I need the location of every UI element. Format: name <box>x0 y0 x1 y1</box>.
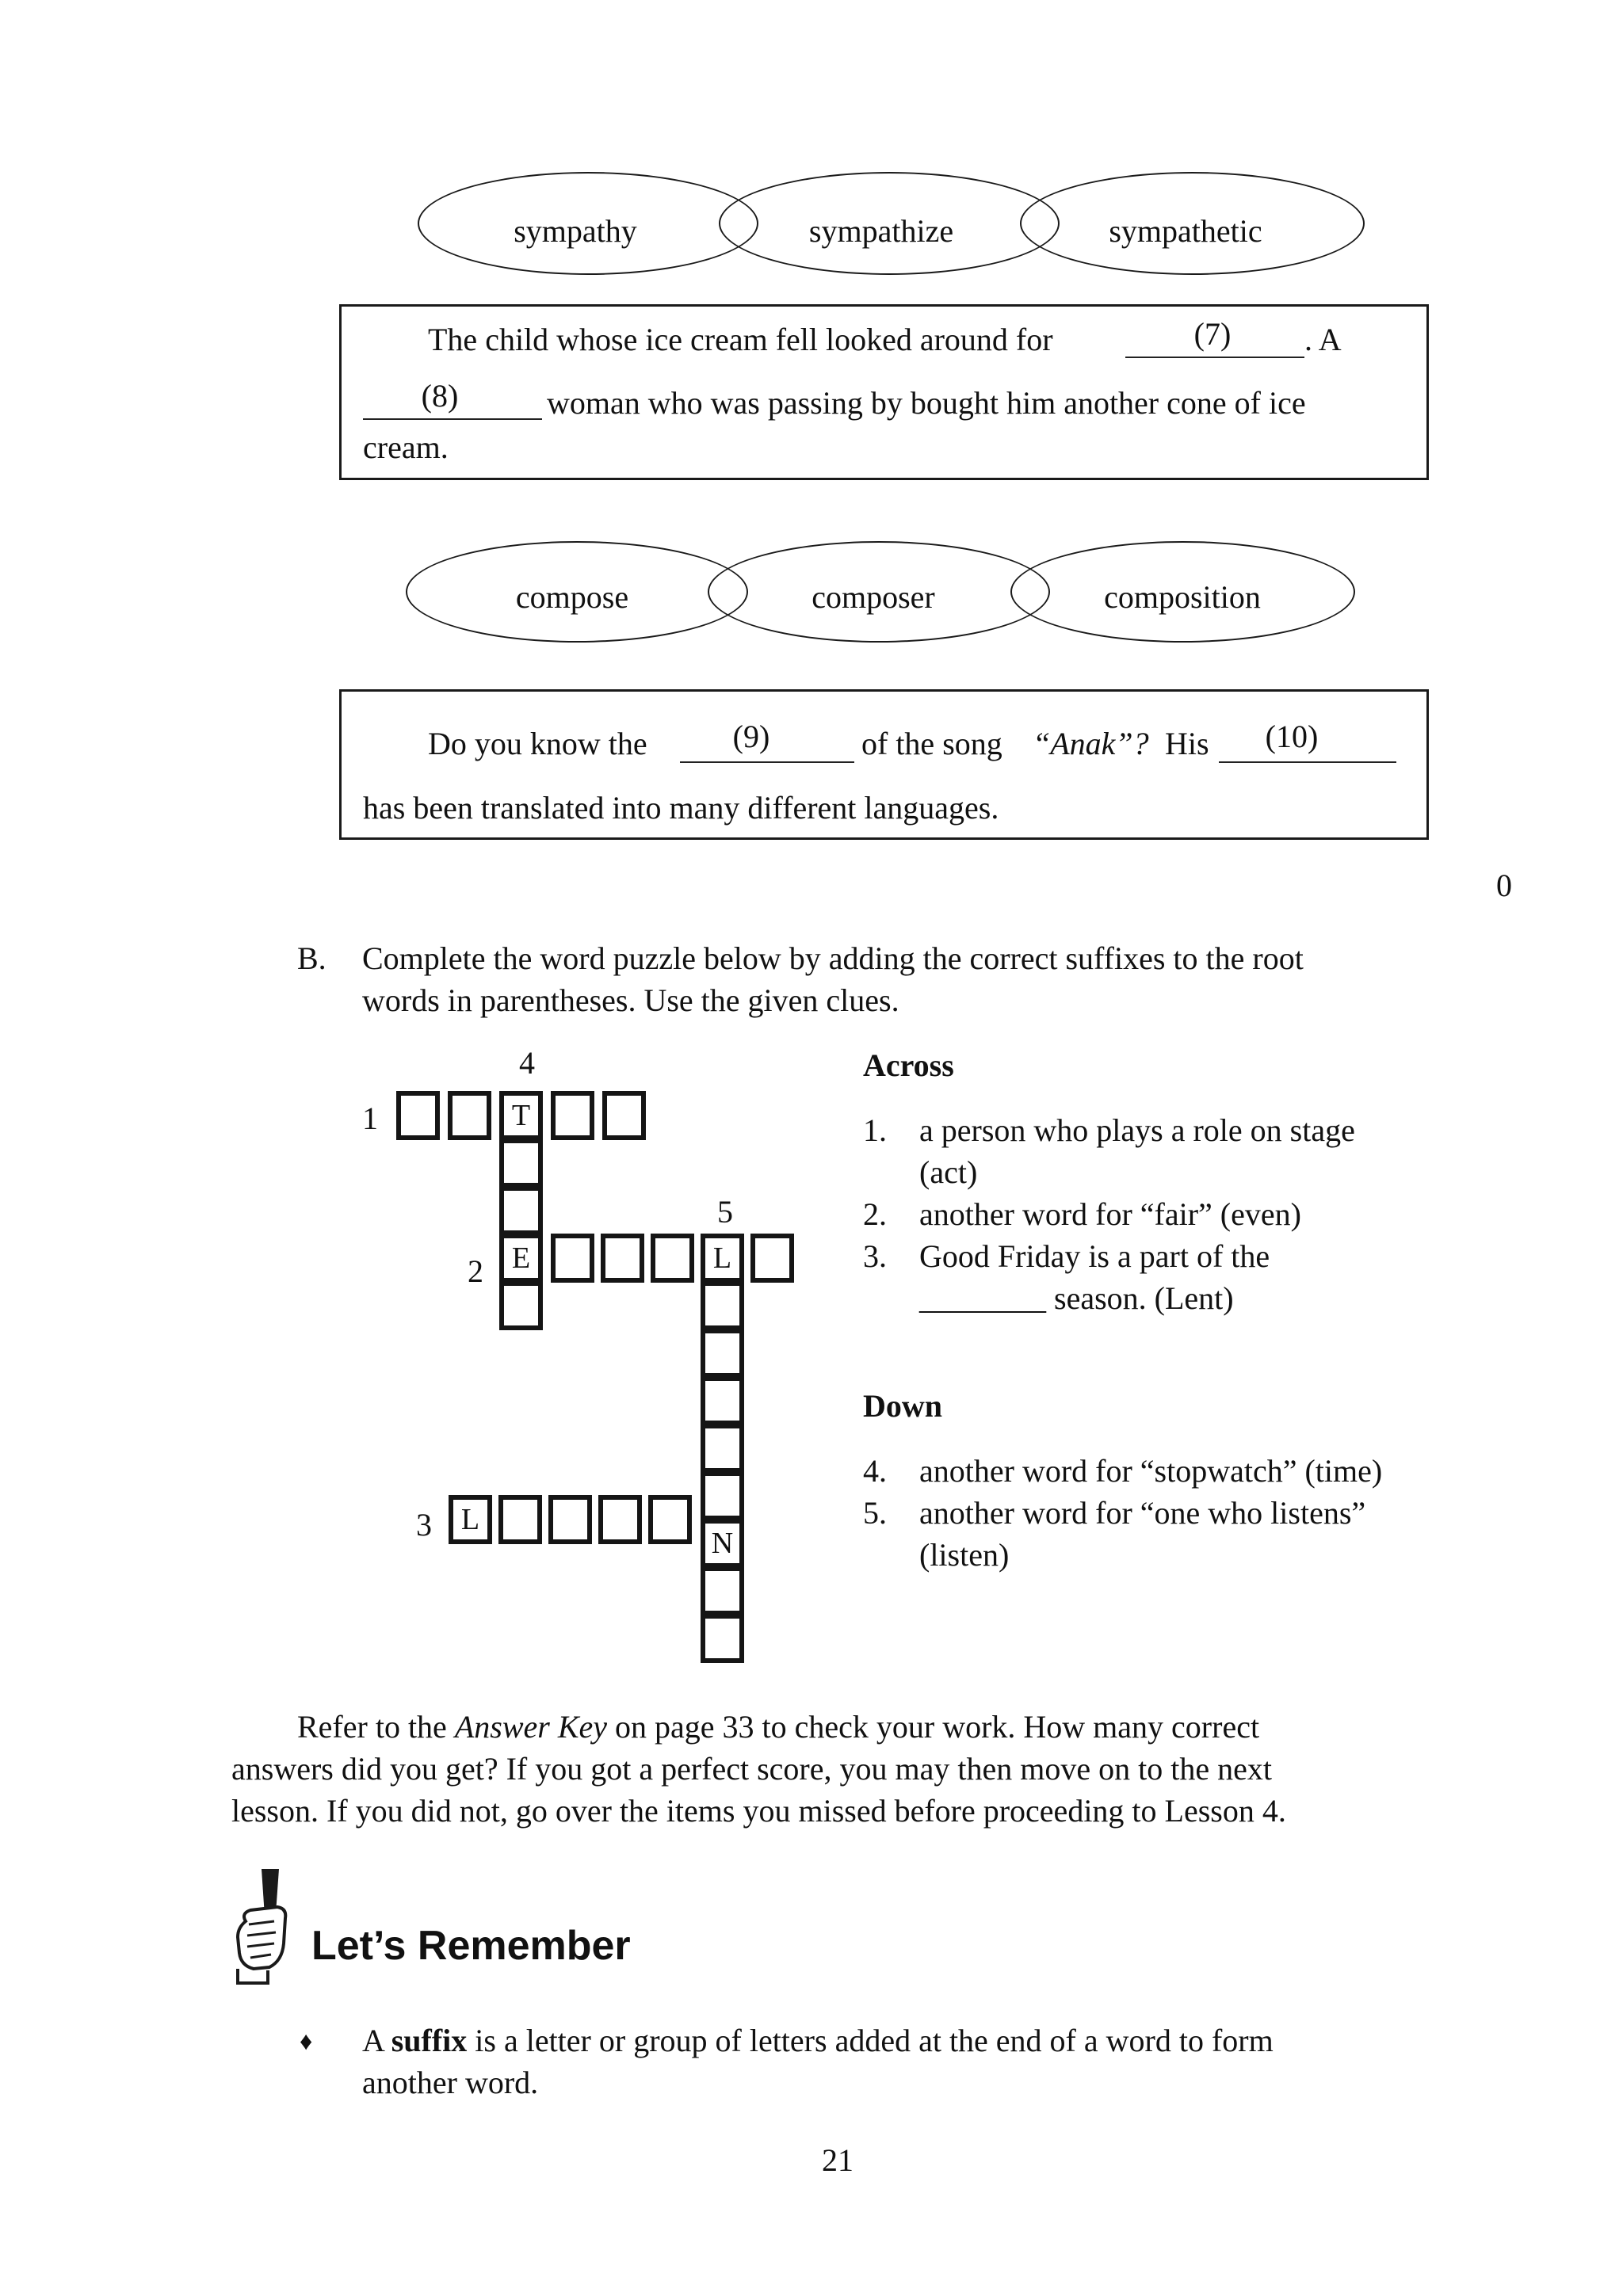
clue-number: 5. <box>863 1495 887 1531</box>
crossword-cell[interactable] <box>701 1614 744 1663</box>
crossword-cell[interactable] <box>701 1376 744 1425</box>
given-letter: N <box>711 1527 734 1560</box>
sentence-text: His <box>1165 726 1209 761</box>
crossword-cell[interactable] <box>551 1234 594 1283</box>
crossword-cell[interactable] <box>396 1091 440 1140</box>
word-option: composition <box>1104 579 1261 615</box>
clue-text: a person who plays a role on stage <box>919 1112 1355 1148</box>
crossword-cell[interactable] <box>499 1234 543 1283</box>
answer-blank-7[interactable] <box>1125 357 1304 358</box>
clue-text: another word for “fair” (even) <box>919 1196 1301 1232</box>
section-letter: B. <box>297 940 327 976</box>
answer-blank-9[interactable] <box>680 761 854 763</box>
instruction-text: Complete the word puzzle below by adding the correct suffixes to the root <box>362 940 1304 976</box>
crossword-cell[interactable] <box>648 1495 692 1544</box>
clue-number-label: 1 <box>362 1100 378 1136</box>
blank-number: (9) <box>732 719 770 754</box>
clue-text: Good Friday is a part of the <box>919 1238 1270 1274</box>
clue-number-label: 3 <box>416 1507 432 1543</box>
blank-number: (8) <box>421 378 459 414</box>
crossword-cell[interactable] <box>701 1234 744 1283</box>
crossword-cell[interactable] <box>701 1471 744 1520</box>
clue-text: another word for “stopwatch” (time) <box>919 1453 1383 1489</box>
pointing-hand-icon <box>230 1866 293 1985</box>
crossword-cell[interactable] <box>602 1091 646 1140</box>
clue-text: ________ season. (Lent) <box>919 1280 1234 1316</box>
word-option: sympathize <box>808 213 954 249</box>
crossword-cell[interactable] <box>701 1519 744 1568</box>
clue-number-label: 2 <box>468 1253 483 1289</box>
crossword-cell[interactable] <box>499 1091 543 1140</box>
sentence-text: woman who was passing by bought him another cone of ice <box>547 385 1306 421</box>
paragraph-line <box>297 1711 1259 1743</box>
clue-number: 1. <box>863 1112 887 1148</box>
sentence-text: has been translated into many different languages. <box>363 790 999 826</box>
clue-text: (listen) <box>919 1537 1010 1573</box>
given-letter: L <box>460 1503 480 1536</box>
crossword-cell[interactable] <box>601 1234 644 1283</box>
bullet-text <box>362 2025 1274 2057</box>
blank-number: (10) <box>1265 719 1319 754</box>
clue-text: another word for “one who listens” <box>919 1495 1366 1531</box>
crossword-cell[interactable] <box>498 1495 542 1544</box>
crossword-cell[interactable] <box>701 1281 744 1330</box>
crossword-cell[interactable] <box>448 1091 491 1140</box>
clue-number: 3. <box>863 1238 887 1274</box>
answer-blank-10[interactable] <box>1219 761 1396 763</box>
paragraph-line: lesson. If you did not, go over the items you missed before proceeding to Lesson 4. <box>231 1793 1286 1829</box>
crossword-cell[interactable] <box>499 1186 543 1235</box>
crossword-cell[interactable] <box>499 1281 543 1330</box>
given-letter: E <box>511 1241 531 1275</box>
crossword-cell[interactable] <box>551 1091 594 1140</box>
given-letter: L <box>712 1241 732 1275</box>
crossword-cell[interactable] <box>750 1234 794 1283</box>
crossword-cell[interactable] <box>598 1495 642 1544</box>
down-heading: Down <box>863 1388 943 1424</box>
sentence-text: The child whose ice cream fell looked around for <box>428 322 1053 357</box>
bullet-text: another word. <box>362 2065 539 2100</box>
crossword-cell[interactable] <box>701 1424 744 1473</box>
page-number: 21 <box>822 2142 854 2178</box>
clue-number: 2. <box>863 1196 887 1232</box>
word-option: composer <box>812 579 935 615</box>
answer-blank-8[interactable] <box>363 418 542 420</box>
sentence-text: of the song <box>861 726 1002 761</box>
crossword-cell[interactable] <box>651 1234 694 1283</box>
clue-number-label: 4 <box>519 1045 535 1081</box>
section-heading: Let’s Remember <box>311 1923 631 1969</box>
sentence-text: cream. <box>363 429 449 465</box>
clue-number: 4. <box>863 1453 887 1489</box>
clue-number-label: 5 <box>717 1194 733 1230</box>
term-suffix: suffix <box>391 2023 468 2058</box>
crossword-cell[interactable] <box>548 1495 592 1544</box>
text-span: A <box>362 2023 384 2058</box>
word-option: compose <box>515 579 629 615</box>
text-span: is a letter or group of letters added at the end of a word to form <box>475 2023 1274 2058</box>
text-span: on page 33 to check your work. How many correct <box>615 1709 1260 1745</box>
instruction-text: words in parentheses. Use the given clues. <box>362 982 899 1018</box>
sentence-text: Do you know the <box>428 726 647 761</box>
bullet-icon: ♦ <box>300 2027 313 2055</box>
word-option: sympathetic <box>1109 213 1262 249</box>
clue-text: (act) <box>919 1154 978 1190</box>
crossword-cell[interactable] <box>449 1495 492 1544</box>
blank-number: (7) <box>1193 316 1232 352</box>
across-heading: Across <box>863 1047 954 1083</box>
answer-key-ref: Answer Key <box>454 1709 607 1745</box>
side-mark: 0 <box>1496 868 1512 903</box>
given-letter: T <box>511 1099 531 1132</box>
text-span: Refer to the <box>297 1709 447 1745</box>
song-title: “Anak”? <box>1033 726 1149 761</box>
word-option: sympathy <box>514 213 637 249</box>
crossword-cell[interactable] <box>701 1329 744 1378</box>
paragraph-line: answers did you get? If you got a perfect score, you may then move on to the next <box>231 1751 1272 1787</box>
sentence-text: . A <box>1304 322 1342 357</box>
crossword-cell[interactable] <box>499 1138 543 1188</box>
crossword-cell[interactable] <box>701 1566 744 1615</box>
